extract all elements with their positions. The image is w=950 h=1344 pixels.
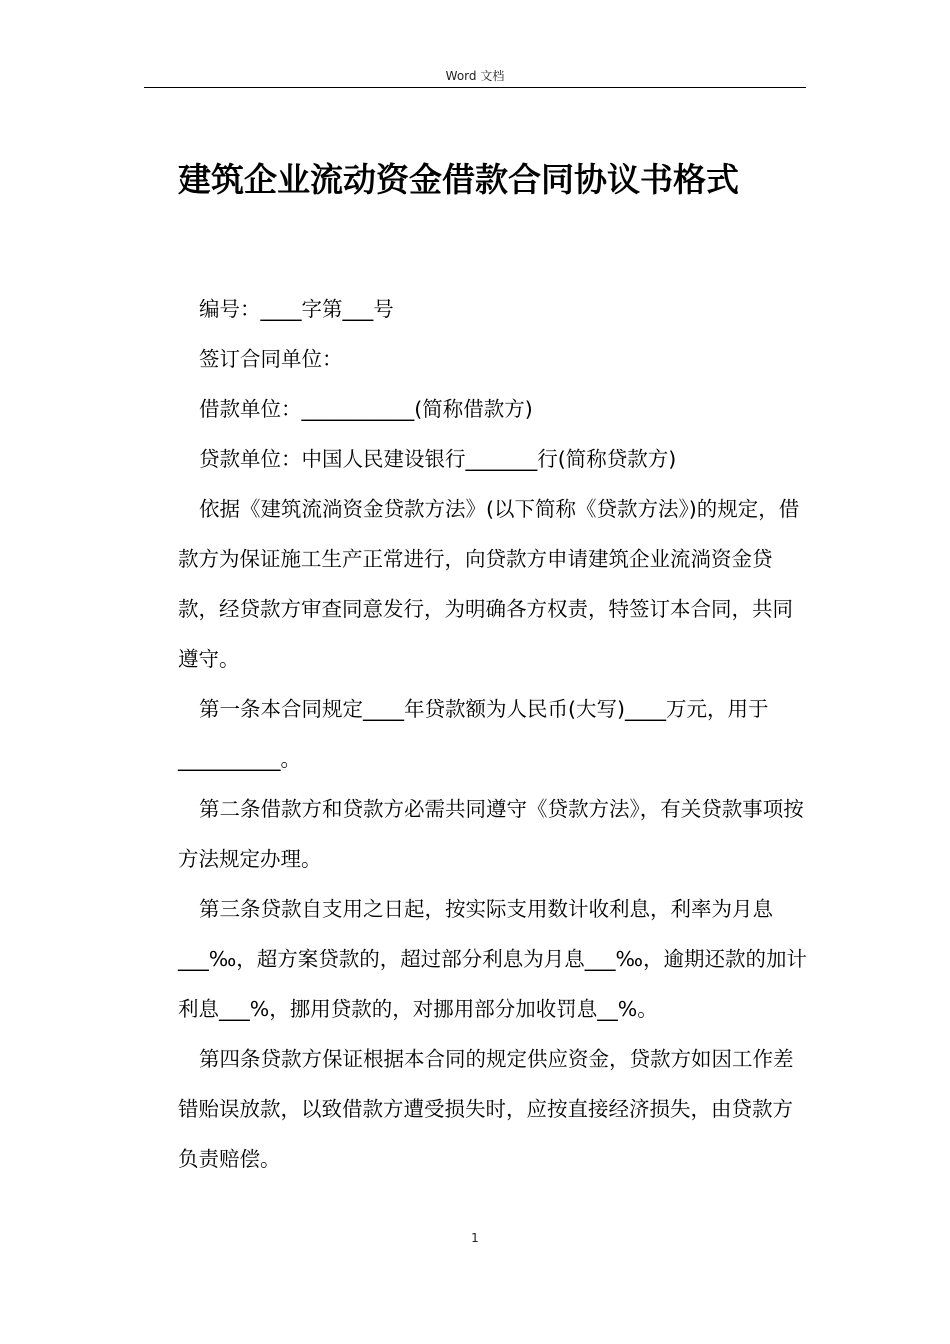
contract-number: 编号：____字第___号 [199,297,394,321]
document-body [178,284,808,1184]
article-one: 第一条本合同规定____年贷款额为人民币(大写)____万元，用于__________。 [178,697,769,771]
header-rule [144,87,806,88]
page-number: 1 [471,1231,479,1245]
preamble-paragraph: 依据《建筑流淌资金贷款方法》(以下简称《贷款方法》)的规定，借款方为保证施工生产正常进行，向贷款方申请建筑企业流淌资金贷款，经贷款方审查同意发行，为明确各方权责，特签订本合同，共同遵守。 [178,497,800,671]
document-title: 建筑企业流动资金借款合同协议书格式 [178,160,739,199]
signing-parties-label: 签订合同单位： [199,347,343,371]
article-four: 第四条贷款方保证根据本合同的规定供应资金，贷款方如因工作差错贻误放款，以致借款方遭受损失时，应按直接经济损失，由贷款方负责赔偿。 [178,1047,794,1171]
lender-line: 贷款单位：中国人民建设银行_______行(简称贷款方) [199,447,677,471]
borrower-line: 借款单位：___________(简称借款方) [199,397,533,421]
article-three: 第三条贷款自支用之日起，按实际支用数计收利息，利率为月息___‰，超方案贷款的，超过部分利息为月息___‰，逾期还款的加计利息___%，挪用贷款的，对挪用部分加收罚息__%。 [178,897,808,1021]
article-two: 第二条借款方和贷款方必需共同遵守《贷款方法》，有关贷款事项按方法规定办理。 [178,797,804,871]
page-header: Word 文档 [445,69,505,83]
